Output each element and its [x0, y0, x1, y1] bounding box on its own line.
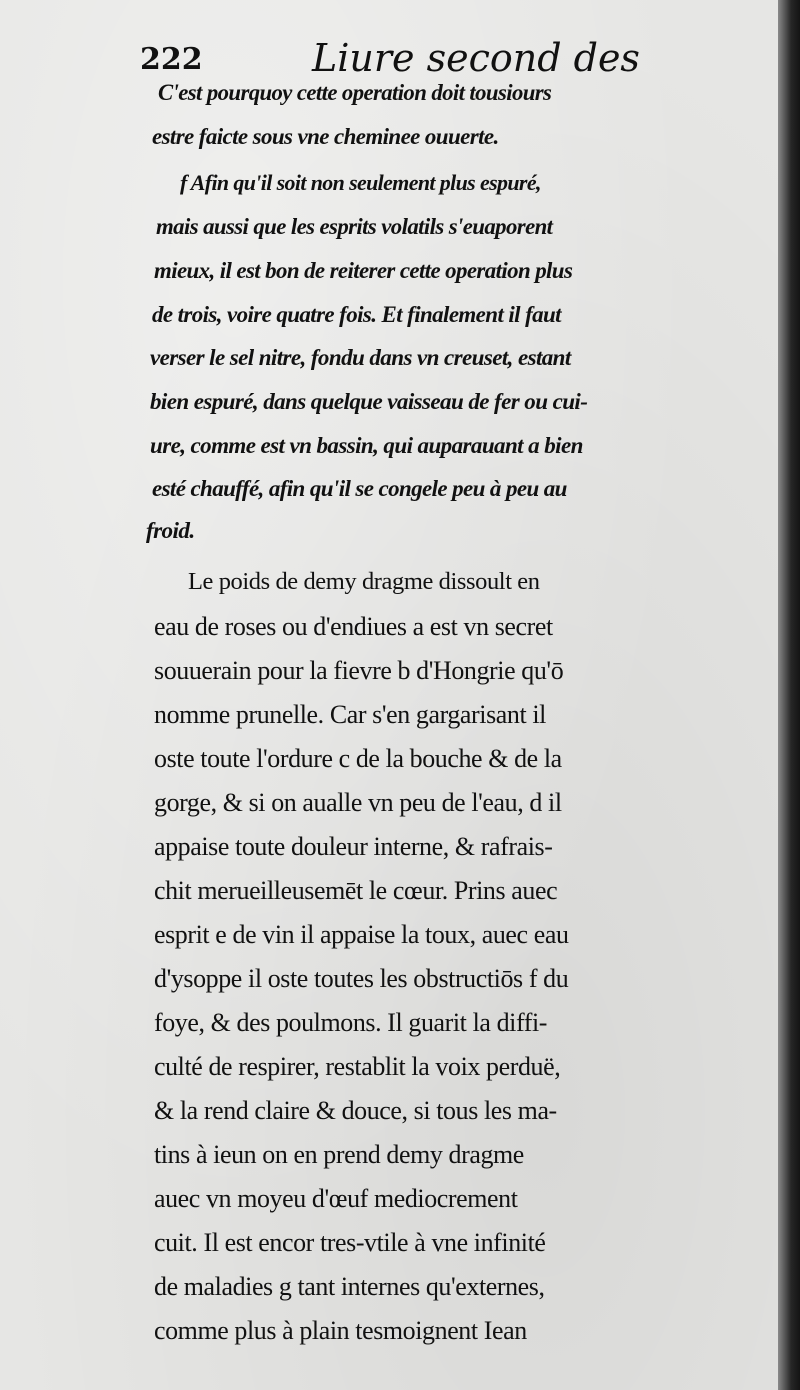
note-line: bien espuré, dans quelque vaisseau de fer ou cui- [150, 388, 588, 414]
text-line: cuit. Il est encor tres-vtile à vne infinité [154, 1228, 546, 1257]
text-line: gorge, & si on aualle vn peu de l'eau, d il [154, 788, 562, 817]
note-line: C'est pourquoy cette operation doit tousiours [158, 80, 552, 105]
text-line: appaise toute douleur interne, & rafrais- [154, 832, 553, 861]
text-line: chit merueilleusemēt le cœur. Prins auec [154, 876, 558, 905]
text-line: souuerain pour la fievre b d'Hongrie qu'ō [154, 656, 564, 685]
text-line: oste toute l'ordure c de la bouche & de la [154, 744, 562, 773]
text-line: culté de respirer, restablit la voix perduë, [154, 1052, 561, 1081]
text-line: esprit e de vin il appaise la toux, auec eau [154, 920, 569, 949]
text-line: nomme prunelle. Car s'en gargarisant il [154, 700, 546, 729]
text-line: tins à ieun on en prend demy dragme [154, 1140, 524, 1169]
running-title: Liure second des [312, 36, 640, 80]
text-line: Le poids de demy dragme dissoult en [188, 568, 540, 595]
note-line: verser le sel nitre, fondu dans vn creuset, estant [150, 344, 571, 370]
note-line: esté chauffé, afin qu'il se congele peu à peu au [152, 476, 567, 501]
text-line: comme plus à plain tesmoignent Iean [154, 1316, 527, 1345]
text-line: eau de roses ou d'endiues a est vn secret [154, 612, 553, 641]
text-line: & la rend claire & douce, si tous les ma- [154, 1096, 557, 1125]
note-line: mais aussi que les esprits volatils s'euaporent [156, 214, 553, 239]
text-line: d'ysoppe il oste toutes les obstructiōs f du [154, 964, 569, 993]
note-line: de trois, voire quatre fois. Et finalement il faut [152, 302, 561, 327]
text-line: foye, & des poulmons. Il guarit la diffi- [154, 1008, 548, 1037]
book-gutter-shadow [778, 0, 800, 1390]
note-line: f Afin qu'il soit non seulement plus espuré, [180, 170, 541, 195]
note-line: froid. [146, 518, 195, 544]
page-number: 222 [140, 42, 203, 77]
note-line: mieux, il est bon de reiterer cette operation plus [154, 258, 573, 283]
text-line: auec vn moyeu d'œuf mediocrement [154, 1184, 518, 1213]
note-line: ure, comme est vn bassin, qui auparauant a bien [150, 432, 583, 458]
text-line: de maladies g tant internes qu'externes, [154, 1272, 545, 1301]
note-line: estre faicte sous vne cheminee ouuerte. [152, 124, 499, 149]
